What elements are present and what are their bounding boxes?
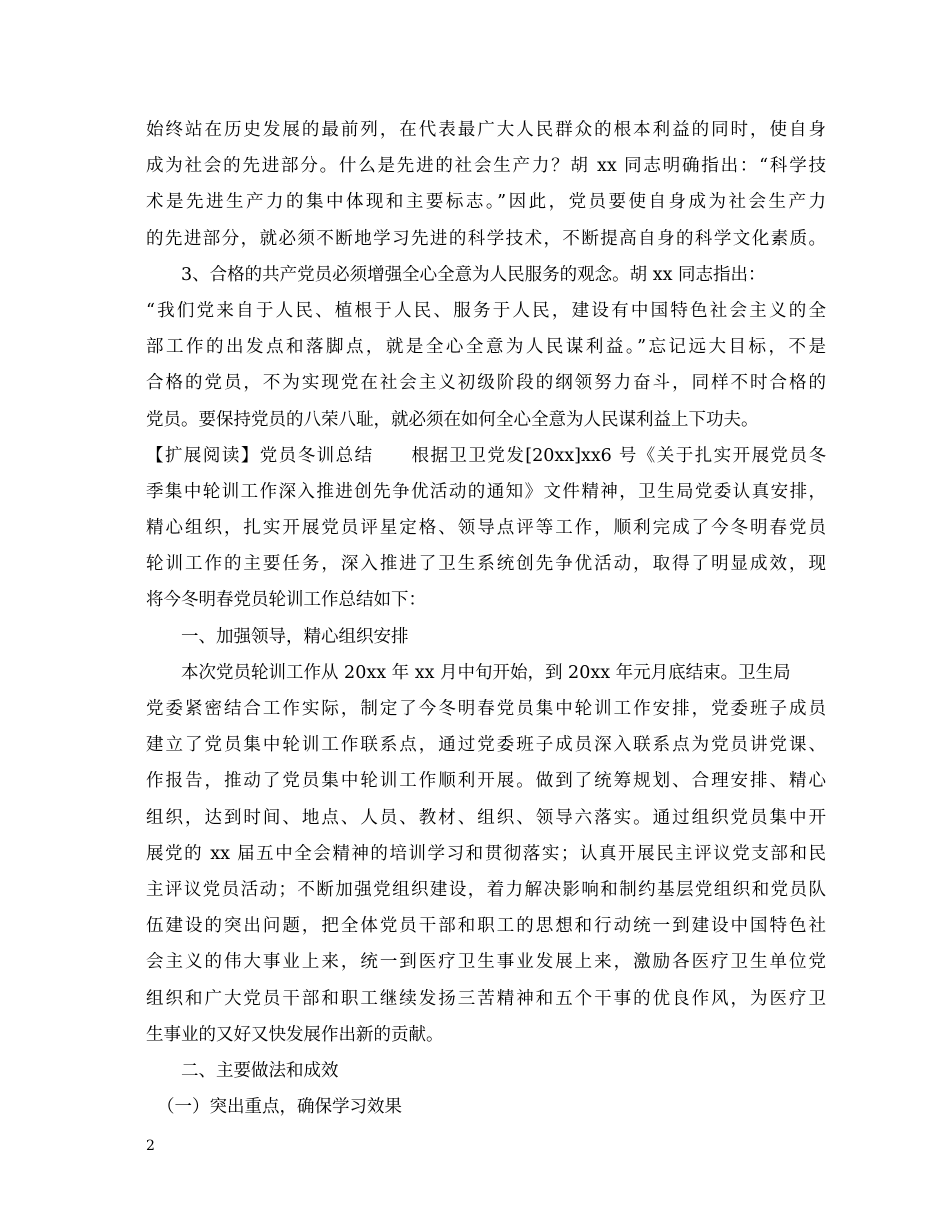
text-line: “我们党来自于人民、植根于人民、服务于人民，建设有中国特色社会主义的全 [146,300,826,321]
text-line: 党委紧密结合工作实际，制定了今冬明春党员集中轮训工作安排，党委班子成员 [146,699,826,719]
text-line: 建立了党员集中轮训工作联系点，通过党委班子成员深入联系点为党员讲党课、 [146,735,826,756]
text-line: （一）突出重点，确保学习效果 [157,1097,402,1118]
text-line: 将今冬明春党员轮训工作总结如下： [146,590,426,611]
text-line: 精心组织，扎实开展党员评星定格、领导点评等工作，顺利完成了今冬明春党员 [146,518,826,539]
text-line: 主评议党员活动；不断加强党组织建设，着力解决影响和制约基层党组织和党员队 [146,879,826,900]
text-line: 生事业的又好又快发展作出新的贡献。 [146,1024,444,1045]
document-body [146,112,826,1125]
text-line: 本次党员轮训工作从 20xx 年 xx 月中旬开始，到 20xx 年元月底结束。卫生局 [181,662,791,683]
page-number: 2 [146,1138,155,1154]
text-line: 【扩展阅读】党员冬训总结 根据卫卫党发[20xx]xx6 号《关于扎实开展党员冬 [146,445,826,466]
text-line: 部工作的出发点和落脚点，就是全心全意为人民谋利益。”忘记远大目标，不是 [146,337,826,358]
text-line: 合格的党员，不为实现党在社会主义初级阶段的纲领努力奋斗，同样不时合格的 [146,373,826,394]
text-line: 作报告，推动了党员集中轮训工作顺利开展。做到了统筹规划、合理安排、精心 [146,771,826,792]
text-line: 术是先进生产力的集中体现和主要标志。”因此，党员要使自身成为社会生产力 [146,192,826,213]
text-line: 组织和广大党员干部和职工继续发扬三苦精神和五个干事的优良作风，为医疗卫 [146,988,826,1009]
text-line: 会主义的伟大事业上来，统一到医疗卫生事业发展上来，激励各医疗卫生单位党 [146,952,826,973]
text-line: 党员。要保持党员的八荣八耻，就必须在如何全心全意为人民谋利益上下功夫。 [146,409,759,430]
text-line: 一、加强领导，精心组织安排 [181,626,409,647]
text-line: 季集中轮训工作深入推进创先争优活动的通知》文件精神，卫生局党委认真安排， [146,481,826,502]
text-line: 组织，达到时间、地点、人员、教材、组织、领导六落实。通过组织党员集中开 [146,807,826,828]
text-line: 成为社会的先进部分。什么是先进的社会生产力？胡 xx 同志明确指出：“科学技 [146,156,826,177]
text-line: 始终站在历史发展的最前列，在代表最广大人民群众的根本利益的同时，使自身 [146,120,826,140]
text-line: 二、主要做法和成效 [181,1060,339,1081]
text-line: 3、合格的共产党员必须增强全心全意为人民服务的观念。胡 xx 同志指出： [181,264,766,285]
text-line: 轮训工作的主要任务，深入推进了卫生系统创先争优活动，取得了明显成效，现 [146,554,826,575]
text-line: 展党的 xx 届五中全会精神的培训学习和贯彻落实；认真开展民主评议党支部和民 [146,843,826,864]
text-line: 的先进部分，就必须不断地学习先进的科学技术，不断提高自身的科学文化素质。 [146,228,826,249]
text-line: 伍建设的突出问题，把全体党员干部和职工的思想和行动统一到建设中国特色社 [146,916,826,937]
